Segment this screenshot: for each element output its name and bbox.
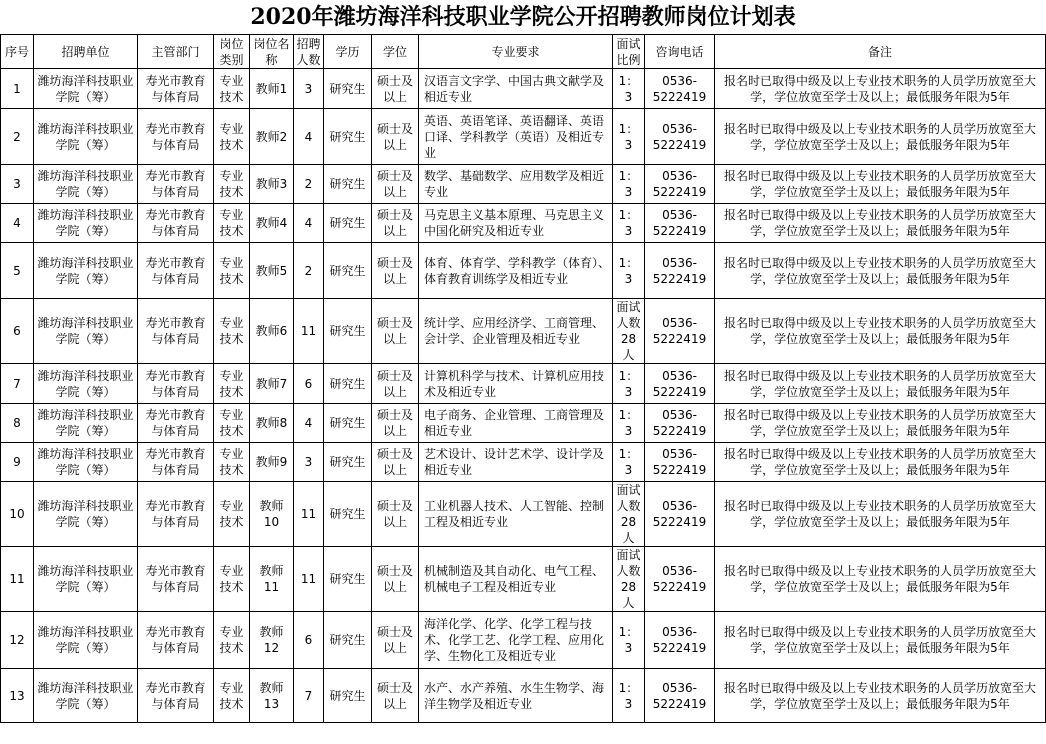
table-row [1, 482, 1046, 547]
table-row [1, 443, 1046, 482]
cell-interview-ratio: 1：3 [613, 364, 645, 404]
cell-interview-ratio: 面试人数28人 [613, 299, 645, 364]
cell-post-name: 教师11 [250, 547, 294, 612]
table-row [1, 204, 1046, 243]
cell-degree: 硕士及以上 [372, 669, 419, 723]
cell-education: 研究生 [324, 109, 372, 165]
cell-note: 报名时已取得中级及以上专业技术职务的人员学历放宽至大学，学位放宽至学士及以上；最低服务年限为5年 [715, 243, 1046, 299]
cell-index: 3 [1, 165, 34, 204]
cell-category: 专业技术 [214, 669, 250, 723]
cell-dept: 寿光市教育与体育局 [138, 612, 214, 669]
cell-education: 研究生 [324, 299, 372, 364]
cell-index: 9 [1, 443, 34, 482]
cell-dept: 寿光市教育与体育局 [138, 109, 214, 165]
cell-major: 马克思主义基本原理、马克思主义中国化研究及相近专业 [419, 204, 613, 243]
cell-headcount: 11 [294, 547, 324, 612]
cell-post-name: 教师13 [250, 669, 294, 723]
cell-phone: 0536-5222419 [645, 404, 715, 443]
cell-education: 研究生 [324, 482, 372, 547]
cell-index: 4 [1, 204, 34, 243]
cell-note: 报名时已取得中级及以上专业技术职务的人员学历放宽至大学，学位放宽至学士及以上；最低服务年限为5年 [715, 69, 1046, 109]
cell-headcount: 7 [294, 669, 324, 723]
cell-index: 11 [1, 547, 34, 612]
cell-index: 1 [1, 69, 34, 109]
cell-category: 专业技术 [214, 69, 250, 109]
cell-interview-ratio: 1：3 [613, 69, 645, 109]
table-row [1, 243, 1046, 299]
header-cell: 招聘人数 [294, 35, 324, 69]
cell-category: 专业技术 [214, 299, 250, 364]
cell-post-name: 教师10 [250, 482, 294, 547]
cell-dept: 寿光市教育与体育局 [138, 69, 214, 109]
cell-phone: 0536-5222419 [645, 364, 715, 404]
cell-degree: 硕士及以上 [372, 243, 419, 299]
cell-unit: 潍坊海洋科技职业学院（筹） [34, 165, 138, 204]
cell-unit: 潍坊海洋科技职业学院（筹） [34, 547, 138, 612]
cell-post-name: 教师3 [250, 165, 294, 204]
cell-education: 研究生 [324, 243, 372, 299]
cell-dept: 寿光市教育与体育局 [138, 364, 214, 404]
cell-major: 英语、英语笔译、英语翻译、英语口译、学科教学（英语）及相近专业 [419, 109, 613, 165]
cell-interview-ratio: 1：3 [613, 165, 645, 204]
cell-headcount: 4 [294, 404, 324, 443]
cell-category: 专业技术 [214, 364, 250, 404]
cell-degree: 硕士及以上 [372, 165, 419, 204]
cell-phone: 0536-5222419 [645, 165, 715, 204]
cell-note: 报名时已取得中级及以上专业技术职务的人员学历放宽至大学，学位放宽至学士及以上；最低服务年限为5年 [715, 547, 1046, 612]
cell-post-name: 教师6 [250, 299, 294, 364]
cell-note: 报名时已取得中级及以上专业技术职务的人员学历放宽至大学，学位放宽至学士及以上；最低服务年限为5年 [715, 404, 1046, 443]
cell-unit: 潍坊海洋科技职业学院（筹） [34, 669, 138, 723]
cell-major: 计算机科学与技术、计算机应用技术及相近专业 [419, 364, 613, 404]
cell-education: 研究生 [324, 547, 372, 612]
cell-unit: 潍坊海洋科技职业学院（筹） [34, 243, 138, 299]
cell-dept: 寿光市教育与体育局 [138, 243, 214, 299]
cell-post-name: 教师4 [250, 204, 294, 243]
cell-unit: 潍坊海洋科技职业学院（筹） [34, 109, 138, 165]
cell-phone: 0536-5222419 [645, 547, 715, 612]
cell-major: 统计学、应用经济学、工商管理、会计学、企业管理及相近专业 [419, 299, 613, 364]
cell-major: 汉语言文字学、中国古典文献学及相近专业 [419, 69, 613, 109]
cell-education: 研究生 [324, 165, 372, 204]
cell-note: 报名时已取得中级及以上专业技术职务的人员学历放宽至大学，学位放宽至学士及以上；最低服务年限为5年 [715, 299, 1046, 364]
cell-category: 专业技术 [214, 547, 250, 612]
cell-degree: 硕士及以上 [372, 404, 419, 443]
cell-note: 报名时已取得中级及以上专业技术职务的人员学历放宽至大学，学位放宽至学士及以上；最低服务年限为5年 [715, 364, 1046, 404]
cell-dept: 寿光市教育与体育局 [138, 404, 214, 443]
cell-unit: 潍坊海洋科技职业学院（筹） [34, 443, 138, 482]
cell-phone: 0536-5222419 [645, 669, 715, 723]
cell-major: 机械制造及其自动化、电气工程、机械电子工程及相近专业 [419, 547, 613, 612]
cell-major: 水产、水产养殖、水生生物学、海洋生物学及相近专业 [419, 669, 613, 723]
cell-interview-ratio: 1：3 [613, 243, 645, 299]
cell-interview-ratio: 面试人数28人 [613, 482, 645, 547]
page-title: 2020年潍坊海洋科技职业学院公开招聘教师岗位计划表 [250, 4, 796, 30]
cell-headcount: 6 [294, 612, 324, 669]
table-row [1, 612, 1046, 669]
cell-post-name: 教师1 [250, 69, 294, 109]
cell-unit: 潍坊海洋科技职业学院（筹） [34, 404, 138, 443]
header-cell: 咨询电话 [645, 35, 715, 69]
cell-interview-ratio: 1：3 [613, 404, 645, 443]
cell-phone: 0536-5222419 [645, 243, 715, 299]
cell-note: 报名时已取得中级及以上专业技术职务的人员学历放宽至大学，学位放宽至学士及以上；最低服务年限为5年 [715, 669, 1046, 723]
cell-note: 报名时已取得中级及以上专业技术职务的人员学历放宽至大学，学位放宽至学士及以上；最低服务年限为5年 [715, 443, 1046, 482]
cell-index: 8 [1, 404, 34, 443]
cell-degree: 硕士及以上 [372, 204, 419, 243]
cell-category: 专业技术 [214, 165, 250, 204]
cell-post-name: 教师5 [250, 243, 294, 299]
table-body [1, 69, 1046, 723]
cell-category: 专业技术 [214, 243, 250, 299]
cell-post-name: 教师12 [250, 612, 294, 669]
cell-interview-ratio: 1：3 [613, 669, 645, 723]
cell-unit: 潍坊海洋科技职业学院（筹） [34, 69, 138, 109]
cell-note: 报名时已取得中级及以上专业技术职务的人员学历放宽至大学，学位放宽至学士及以上；最低服务年限为5年 [715, 482, 1046, 547]
table-row [1, 299, 1046, 364]
header-cell: 面试比例 [613, 35, 645, 69]
table-row [1, 404, 1046, 443]
cell-interview-ratio: 1：3 [613, 109, 645, 165]
cell-note: 报名时已取得中级及以上专业技术职务的人员学历放宽至大学，学位放宽至学士及以上；最低服务年限为5年 [715, 612, 1046, 669]
cell-dept: 寿光市教育与体育局 [138, 482, 214, 547]
cell-headcount: 2 [294, 243, 324, 299]
header-cell: 序号 [1, 35, 34, 69]
cell-degree: 硕士及以上 [372, 364, 419, 404]
table-row [1, 669, 1046, 723]
cell-category: 专业技术 [214, 482, 250, 547]
cell-phone: 0536-5222419 [645, 443, 715, 482]
cell-headcount: 11 [294, 299, 324, 364]
cell-phone: 0536-5222419 [645, 109, 715, 165]
cell-major: 海洋化学、化学、化学工程与技术、化学工艺、化学工程、应用化学、生物化工及相近专业 [419, 612, 613, 669]
cell-major: 电子商务、企业管理、工商管理及相近专业 [419, 404, 613, 443]
cell-post-name: 教师9 [250, 443, 294, 482]
cell-headcount: 4 [294, 109, 324, 165]
cell-note: 报名时已取得中级及以上专业技术职务的人员学历放宽至大学，学位放宽至学士及以上；最低服务年限为5年 [715, 109, 1046, 165]
header-row [1, 35, 1046, 69]
cell-degree: 硕士及以上 [372, 612, 419, 669]
cell-dept: 寿光市教育与体育局 [138, 443, 214, 482]
cell-dept: 寿光市教育与体育局 [138, 547, 214, 612]
cell-index: 13 [1, 669, 34, 723]
cell-unit: 潍坊海洋科技职业学院（筹） [34, 364, 138, 404]
header-cell: 招聘单位 [34, 35, 138, 69]
cell-phone: 0536-5222419 [645, 299, 715, 364]
cell-major: 数学、基础数学、应用数学及相近专业 [419, 165, 613, 204]
header-cell: 学历 [324, 35, 372, 69]
cell-dept: 寿光市教育与体育局 [138, 165, 214, 204]
cell-major: 工业机器人技术、人工智能、控制工程及相近专业 [419, 482, 613, 547]
table-row [1, 364, 1046, 404]
cell-headcount: 3 [294, 69, 324, 109]
cell-education: 研究生 [324, 443, 372, 482]
cell-interview-ratio: 1：3 [613, 204, 645, 243]
cell-unit: 潍坊海洋科技职业学院（筹） [34, 299, 138, 364]
header-cell: 岗位类别 [214, 35, 250, 69]
header-cell: 学位 [372, 35, 419, 69]
cell-dept: 寿光市教育与体育局 [138, 204, 214, 243]
cell-index: 2 [1, 109, 34, 165]
cell-phone: 0536-5222419 [645, 482, 715, 547]
cell-category: 专业技术 [214, 109, 250, 165]
cell-interview-ratio: 面试人数28人 [613, 547, 645, 612]
cell-post-name: 教师2 [250, 109, 294, 165]
cell-interview-ratio: 1：3 [613, 612, 645, 669]
cell-unit: 潍坊海洋科技职业学院（筹） [34, 204, 138, 243]
cell-degree: 硕士及以上 [372, 482, 419, 547]
header-cell: 岗位名称 [250, 35, 294, 69]
cell-index: 7 [1, 364, 34, 404]
cell-degree: 硕士及以上 [372, 299, 419, 364]
cell-dept: 寿光市教育与体育局 [138, 299, 214, 364]
cell-degree: 硕士及以上 [372, 109, 419, 165]
cell-education: 研究生 [324, 364, 372, 404]
table-row [1, 109, 1046, 165]
cell-unit: 潍坊海洋科技职业学院（筹） [34, 612, 138, 669]
cell-headcount: 4 [294, 204, 324, 243]
cell-phone: 0536-5222419 [645, 69, 715, 109]
cell-phone: 0536-5222419 [645, 612, 715, 669]
cell-interview-ratio: 1：3 [613, 443, 645, 482]
cell-index: 10 [1, 482, 34, 547]
cell-post-name: 教师7 [250, 364, 294, 404]
cell-education: 研究生 [324, 69, 372, 109]
recruitment-table [0, 34, 1046, 723]
header-cell: 主管部门 [138, 35, 214, 69]
cell-phone: 0536-5222419 [645, 204, 715, 243]
table-row [1, 547, 1046, 612]
cell-index: 6 [1, 299, 34, 364]
cell-note: 报名时已取得中级及以上专业技术职务的人员学历放宽至大学，学位放宽至学士及以上；最低服务年限为5年 [715, 165, 1046, 204]
cell-note: 报名时已取得中级及以上专业技术职务的人员学历放宽至大学，学位放宽至学士及以上；最低服务年限为5年 [715, 204, 1046, 243]
cell-degree: 硕士及以上 [372, 69, 419, 109]
cell-headcount: 3 [294, 443, 324, 482]
cell-category: 专业技术 [214, 612, 250, 669]
header-cell: 备注 [715, 35, 1046, 69]
cell-category: 专业技术 [214, 443, 250, 482]
cell-category: 专业技术 [214, 204, 250, 243]
cell-headcount: 6 [294, 364, 324, 404]
cell-degree: 硕士及以上 [372, 547, 419, 612]
cell-major: 艺术设计、设计艺术学、设计学及相近专业 [419, 443, 613, 482]
table-row [1, 165, 1046, 204]
cell-unit: 潍坊海洋科技职业学院（筹） [34, 482, 138, 547]
cell-education: 研究生 [324, 669, 372, 723]
header-cell: 专业要求 [419, 35, 613, 69]
cell-category: 专业技术 [214, 404, 250, 443]
cell-dept: 寿光市教育与体育局 [138, 669, 214, 723]
cell-headcount: 2 [294, 165, 324, 204]
table-row [1, 69, 1046, 109]
cell-degree: 硕士及以上 [372, 443, 419, 482]
cell-education: 研究生 [324, 612, 372, 669]
cell-education: 研究生 [324, 404, 372, 443]
cell-index: 5 [1, 243, 34, 299]
cell-post-name: 教师8 [250, 404, 294, 443]
cell-major: 体育、体育学、学科教学（体育）、体育教育训练学及相近专业 [419, 243, 613, 299]
cell-index: 12 [1, 612, 34, 669]
cell-headcount: 11 [294, 482, 324, 547]
cell-education: 研究生 [324, 204, 372, 243]
